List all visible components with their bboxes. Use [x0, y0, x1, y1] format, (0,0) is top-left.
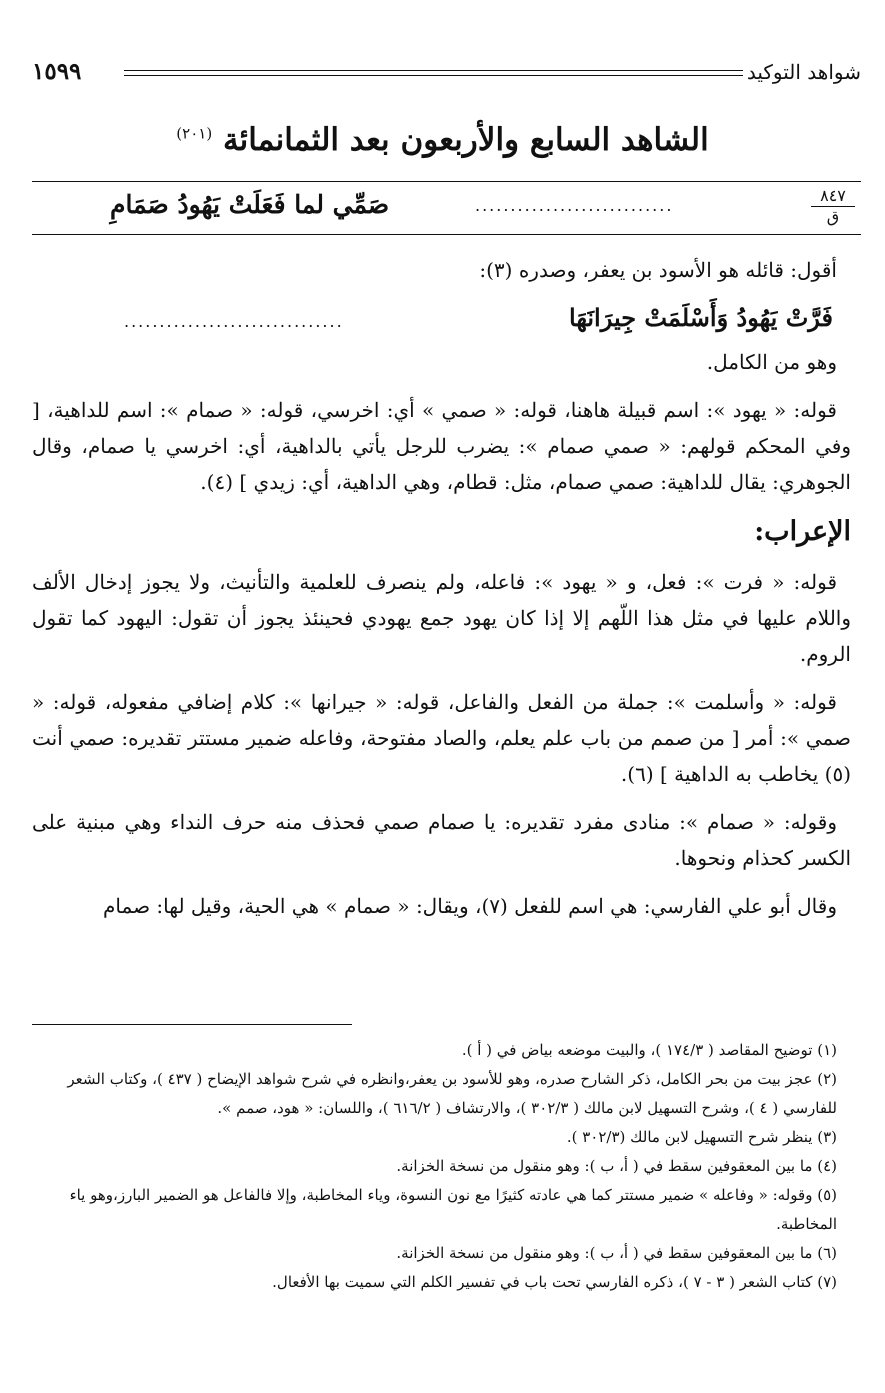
verse-reference	[811, 186, 855, 226]
hemistich-line	[32, 300, 851, 344]
paragraph-5: وقال أبو علي الفارسي: هي اسم للفعل (٧)، ويقال: « صمام » هي الحية، وقيل لها: صمام	[103, 894, 837, 918]
footnote-1: (١) توضيح المقاصد ( ١٧٤/٣ )، والبيت موضعه بياض في ( أ ).	[461, 1041, 837, 1059]
running-header-title: شواهد التوكيد	[746, 60, 861, 84]
footnote-7: (٧) كتاب الشعر ( ٣ - ٧ )، ذكره الفارسي تحت باب في تفسير الكلم التي سميت بها الأفعال.	[272, 1273, 837, 1291]
heading-text: الشاهد السابع والأربعون بعد الثمانمائة	[222, 122, 709, 158]
hemistich-dots: ...............................	[124, 312, 344, 331]
footnote-4: (٤) ما بين المعقوفين سقط في ( أ، ب ): وهو منقول من نسخة الخزانة.	[396, 1157, 837, 1175]
footnote-5: (٥) وقوله: « وفاعله » ضمير مستتر كما هي عادته كثيرًا مع نون النسوة، وياء المخاطبة، وإلا فالفاعل هو الضمير البارز،وهو ياء المخاطبة.	[69, 1186, 837, 1233]
footnote-rule	[32, 1024, 352, 1025]
running-header-rule	[124, 70, 743, 76]
body-text	[32, 252, 851, 936]
verse-ref-number: ٨٤٧	[811, 186, 855, 207]
meter-line: وهو من الكامل.	[706, 350, 837, 374]
hemistich-text: فَرَّتْ يَهُودُ وَأَسْلَمَتْ جِيرَانَهَا	[569, 303, 833, 332]
paragraph-1: قوله: « يهود »: اسم قبيلة هاهنا، قوله: « صمي » أي: اخرسي، قوله: « صمام »: اسم للداهية، [ وفي المحكم قولهم: « صمي صمام »: يضرب للرجل يأتي بالداهية، أي: اخرسي يا صمام، وقال الجوهري: يقال للداهية: صمي صمام، مثل: قطام، وهي الداهية، أي: زيدي ] (٤).	[32, 398, 851, 494]
verse-text: صَمِّي لما فَعَلَتْ يَهُودُ صَمَامِ	[110, 190, 390, 219]
footnote-3: (٣) ينظر شرح التسهيل لابن مالك (٣٠٢/٣ ).	[566, 1128, 837, 1146]
running-header	[32, 58, 861, 88]
heading-footnote-ref: (٢٠١)	[176, 124, 213, 143]
intro-line: أقول: قائله هو الأسود بن يعفر، وصدره (٣):	[479, 258, 837, 282]
footnote-2: (٢) عجز بيت من بحر الكامل، ذكر الشارح صدره، وهو للأسود بن يعفر،وانظره في شرح شواهد الإيضاح ( ٤٣٧ )، وكتاب الشعر للفارسي ( ٤ )، وشرح التسهيل لابن مالك ( ٣٠٢/٣ )، والارتشاف ( ٦١٦/٢ )، واللسان: « هود، صمم ».	[67, 1070, 837, 1117]
footnotes	[32, 1036, 851, 1297]
paragraph-2: قوله: « فرت »: فعل، و « يهود »: فاعله، ولم ينصرف للعلمية والتأنيث، ولا يجوز إدخال الألف واللام عليها في مثل هذا اللّهم إلا إذا كان يهود جمع يهودي فحينئذ يجوز أن تقول: اليهود كما تقول الروم.	[32, 570, 851, 666]
page-number: ١٥٩٩	[32, 58, 82, 85]
paragraph-3: قوله: « وأسلمت »: جملة من الفعل والفاعل، قوله: « جيرانها »: كلام إضافي مفعوله، قوله: « صمي »: أمر [ من صمم من باب علم يعلم، والصاد مفتوحة، وفاعله ضمير مستتر تقديره: صمي أنت (٥) يخاطب به الداهية ] (٦).	[32, 690, 851, 786]
verse-dots: ............................	[475, 196, 674, 215]
verse-rule-bottom	[32, 234, 861, 235]
verse-rule-top	[32, 181, 861, 182]
footnote-6: (٦) ما بين المعقوفين سقط في ( أ، ب ): وهو منقول من نسخة الخزانة.	[396, 1244, 837, 1262]
verse-ref-letter: ق	[826, 207, 840, 226]
section-title: الإعراب:	[754, 516, 851, 547]
paragraph-4: وقوله: « صمام »: منادى مفرد تقديره: يا صمام صمي فحذف منه حرف النداء وهي مبنية على الكسر كحذام ونحوها.	[32, 810, 851, 870]
chapter-heading	[0, 122, 885, 158]
